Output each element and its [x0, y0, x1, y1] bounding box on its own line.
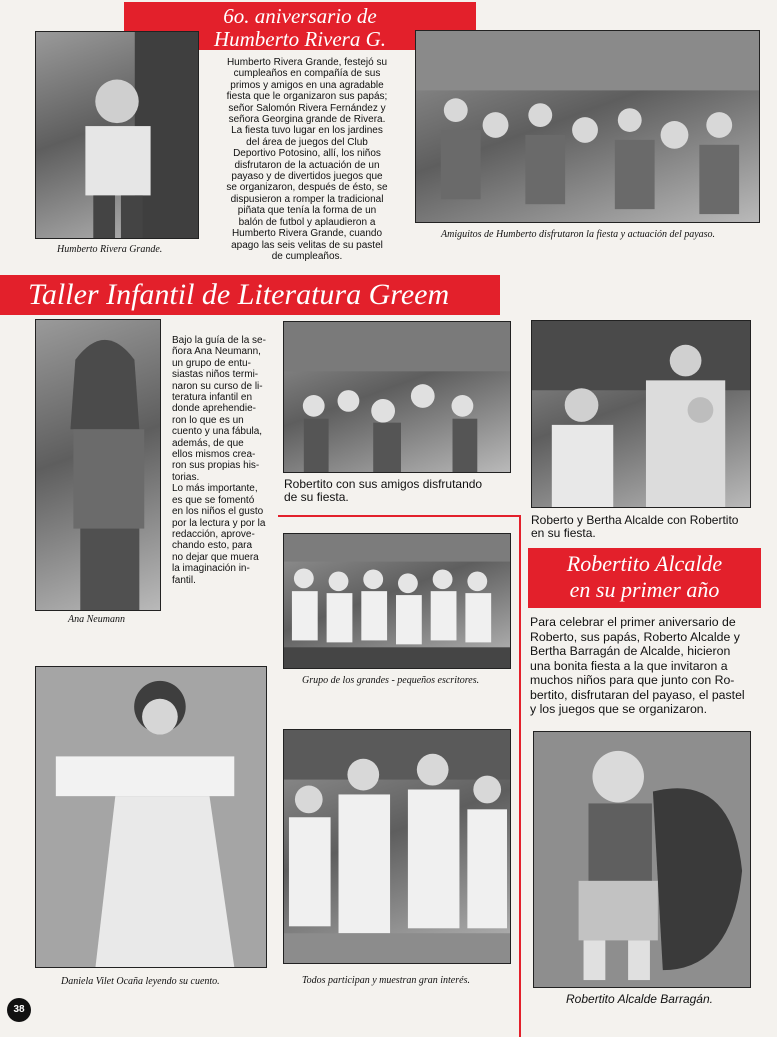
body-line: señor Salomón Rivera Fernández y: [228, 102, 386, 114]
body-line: donde aprehendie-: [172, 403, 256, 415]
body-line: además, de que: [172, 437, 244, 449]
body-line: Bertha Barragán de Alcalde, hicieron: [530, 644, 731, 658]
body-line: redacción, aprove-: [172, 528, 255, 540]
body-line: Lo más importante,: [172, 483, 258, 495]
body-line: Roberto, sus papás, Roberto Alcalde y: [530, 629, 740, 644]
caption-robertito-amigos-line1: Robertito con sus amigos disfrutando: [284, 477, 483, 491]
body-line: La fiesta tuvo lugar en los jardines: [231, 125, 383, 137]
body-line: fiesta que le organizaron sus papás;: [226, 91, 388, 103]
body-line: un grupo de entu-: [172, 357, 251, 369]
body-line: ñora Ana Neumann,: [172, 346, 261, 358]
body-line: y los juegos que se organizaron.: [530, 702, 708, 716]
body-line: teratura infantil en: [172, 392, 253, 404]
section2-title-banner: [0, 275, 500, 315]
body-line: Deportivo Potosino, allí, los niños: [233, 148, 381, 160]
body-line: Bajo la guía de la se-: [172, 335, 266, 346]
body-line: es que se fomentó: [172, 494, 255, 506]
body-line: por la lectura y por la: [172, 517, 266, 529]
body-line: chando esto, para: [172, 540, 253, 552]
section3-body: [530, 615, 762, 717]
body-line: ron lo que es un: [172, 414, 244, 426]
divider-vertical: [519, 515, 521, 1037]
body-line: payaso y de divertidos juegos que: [231, 171, 383, 183]
photo-grupo-grandes: [283, 533, 511, 669]
section1-title-line2: Humberto Rivera G.: [213, 27, 387, 51]
body-line: ellos mismos crea-: [172, 449, 256, 461]
photo-robertito-amigos: [283, 321, 511, 473]
body-line: ron sus propias his-: [172, 460, 260, 472]
photo-amiguitos: [415, 30, 760, 223]
body-line: apago las seis velitas de su pastel: [231, 239, 383, 251]
body-line: una bonita fiesta a la que invitaron a: [530, 658, 728, 673]
photo-todos-participan: [283, 729, 511, 964]
section1-body: [202, 57, 412, 262]
caption-ana: Ana Neumann: [68, 614, 125, 625]
caption-roberto-bertha-line1: Roberto y Bertha Alcalde con Robertito: [531, 513, 739, 527]
section2-title: Taller Infantil de Literatura Greem: [28, 278, 450, 311]
caption-robertito-amigos-line2: de su fiesta.: [284, 490, 349, 504]
caption-amiguitos: Amiguitos de Humberto disfrutaron la fiesta y actuación del payaso.: [441, 229, 716, 240]
body-line: piñata que tenía la forma de un: [237, 205, 377, 217]
body-line: Humberto Rivera Grande, cuando: [231, 228, 383, 240]
body-line: la imaginación in-: [172, 563, 250, 575]
page-number: 38: [13, 1004, 25, 1015]
photo-robertito-baby: [533, 731, 751, 988]
section2-body: [172, 335, 272, 586]
body-line: cuento y una fábula,: [172, 426, 263, 438]
body-line: en los niños el gusto: [172, 506, 264, 518]
body-line: señora Georgina grande de Rivera.: [228, 114, 386, 126]
caption-humberto: Humberto Rivera Grande.: [57, 244, 163, 255]
body-line: balón de futbol y aplaudieron a: [238, 216, 376, 228]
photo-humberto: [35, 31, 199, 239]
section3-title-line1: Robertito Alcalde: [566, 551, 723, 576]
photo-ana-neumann: [35, 319, 161, 611]
body-line: fantil.: [172, 574, 196, 586]
photo-daniela: [35, 666, 267, 968]
body-line: disfrutaron de la actuación de un: [234, 159, 380, 171]
section3-title-banner: [528, 548, 761, 608]
caption-daniela: Daniela Vilet Ocaña leyendo su cuento.: [61, 976, 220, 987]
body-line: Humberto Rivera Grande, festejó su: [226, 57, 388, 68]
body-line: torias.: [172, 471, 200, 483]
body-line: dispusieron a romper la tradicional: [230, 193, 384, 205]
caption-roberto-bertha: [531, 514, 738, 540]
body-line: bertito, disfrutaran del payaso, el pastel: [530, 687, 745, 702]
divider-horizontal: [278, 515, 521, 517]
caption-roberto-bertha-line2: en su fiesta.: [531, 526, 596, 540]
page-number-badge: [7, 998, 31, 1022]
body-line: Para celebrar el primer aniversario de: [530, 615, 736, 629]
caption-todos: Todos participan y muestran gran interés.: [302, 975, 470, 986]
caption-robertito-amigos: [284, 478, 482, 504]
body-line: cumpleaños en compañía de sus: [233, 68, 381, 80]
body-line: no dejar que muera: [172, 551, 259, 563]
body-line: primos y amigos en una agradable: [230, 79, 384, 91]
body-line: de cumpleaños.: [271, 250, 343, 262]
section3-title-line2: en su primer año: [569, 577, 720, 602]
body-line: siastas niños termi-: [172, 369, 259, 381]
body-line: del área de juegos del Club: [246, 136, 368, 148]
caption-grupo-grandes: Grupo de los grandes - pequeños escritores.: [302, 675, 480, 686]
section1-title-line1: 6o. aniversario de: [223, 4, 377, 28]
body-line: naron su curso de li-: [172, 380, 263, 392]
photo-roberto-bertha: [531, 320, 751, 508]
body-line: se organizaron, después de ésto, se: [226, 182, 388, 194]
caption-robertito-baby: Robertito Alcalde Barragán.: [566, 992, 713, 1006]
body-line: muchos niños para que junto con Ro-: [530, 673, 735, 687]
